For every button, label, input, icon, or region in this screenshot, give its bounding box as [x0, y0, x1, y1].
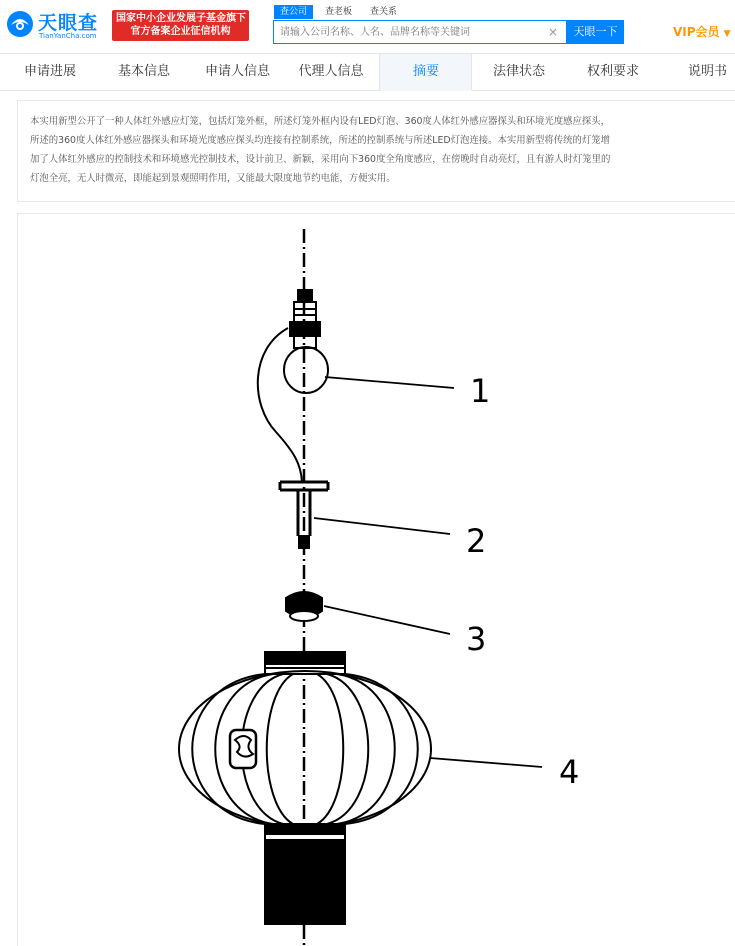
vip-label: VIP会员: [673, 25, 720, 39]
figure-label-2: 2: [466, 522, 487, 560]
patent-tab-bar: [0, 54, 735, 91]
abstract-line: 加了人体红外感应的控制技术和环境感光控制技术，设计前卫、新颖，采用向下360度全角度感应，在傍晚时自动亮灯，且有游人时灯笼里的: [30, 154, 611, 165]
tab-label: 代理人信息: [298, 64, 364, 79]
badge-line-2: 官方备案企业征信机构: [130, 26, 231, 37]
socket-ring: [290, 322, 320, 336]
tianyancha-logo[interactable]: [5, 8, 105, 42]
lantern-tassel: [265, 840, 345, 924]
tab-abstract[interactable]: [380, 54, 472, 91]
search-tab-company[interactable]: 查公司: [274, 5, 313, 19]
chevron-down-icon: ▼: [723, 29, 731, 39]
search-box: [273, 20, 567, 44]
led-bulb: [284, 347, 328, 393]
tab-claims[interactable]: [566, 54, 660, 91]
power-wire: [258, 328, 302, 482]
tab-label: 申请人信息: [204, 64, 270, 79]
search-type-tabs: [274, 5, 409, 19]
tab-label: 法律状态: [492, 64, 545, 79]
abstract-text: [17, 100, 735, 202]
clear-icon[interactable]: ×: [547, 25, 558, 39]
tab-description[interactable]: [660, 54, 735, 91]
leader-line-2: [314, 518, 450, 534]
lantern-drawing: [18, 214, 735, 946]
badge-line-1: 国家中小企业发展子基金旗下: [116, 13, 246, 24]
tab-label: 说明书: [687, 64, 727, 79]
tab-agent-info[interactable]: [282, 54, 380, 91]
leader-line-1: [325, 377, 454, 388]
figure-label-1: 1: [470, 372, 491, 410]
tab-applicant-info[interactable]: [190, 54, 285, 91]
logo-text: 天眼查: [38, 12, 99, 34]
figure-label-4: 4: [559, 753, 580, 791]
search-tab-relation[interactable]: 查关系: [370, 7, 398, 17]
lantern-top-ring: [265, 652, 345, 664]
search-tab-boss[interactable]: 查老板: [325, 7, 353, 17]
socket-cap: [298, 290, 312, 302]
tab-application-progress[interactable]: [0, 54, 100, 91]
top-header: [0, 0, 735, 54]
search-button[interactable]: 天眼一下: [567, 20, 624, 44]
tab-label: 申请进展: [23, 64, 76, 79]
vip-member-menu[interactable]: [673, 23, 730, 40]
tab-basic-info[interactable]: [95, 54, 193, 91]
leader-line-4: [430, 758, 542, 767]
official-badge: [112, 10, 249, 41]
abstract-line: 灯泡全亮，无人时微亮，即能起到景观照明作用，又能最大限度地节约电能，方便实用。: [30, 173, 396, 184]
logo-subtext: TianYanCha.com: [39, 32, 97, 40]
tab-label: 摘要: [412, 64, 439, 79]
tab-label: 基本信息: [117, 64, 170, 79]
tab-label: 权利要求: [586, 64, 639, 79]
leader-line-3: [324, 606, 450, 634]
abstract-line: 本实用新型公开了一种人体红外感应灯笼，包括灯笼外框，所述灯笼外框内设有LED灯泡、360度人体红外感应器探头和环境光度感应探头，: [30, 116, 611, 127]
search-input[interactable]: [280, 21, 540, 43]
abstract-figure: [17, 213, 735, 946]
tab-legal-status[interactable]: [472, 54, 566, 91]
figure-label-3: 3: [466, 620, 487, 658]
lantern-bottom-ring: [265, 824, 345, 834]
logo-icon: [5, 9, 35, 39]
abstract-line: 所述的360度人体红外感应器探头和环境光度感应探头均连接有控制系统，所述的控制系统与所述LED灯泡连接。本实用新型将传统的灯笼增: [30, 135, 611, 146]
